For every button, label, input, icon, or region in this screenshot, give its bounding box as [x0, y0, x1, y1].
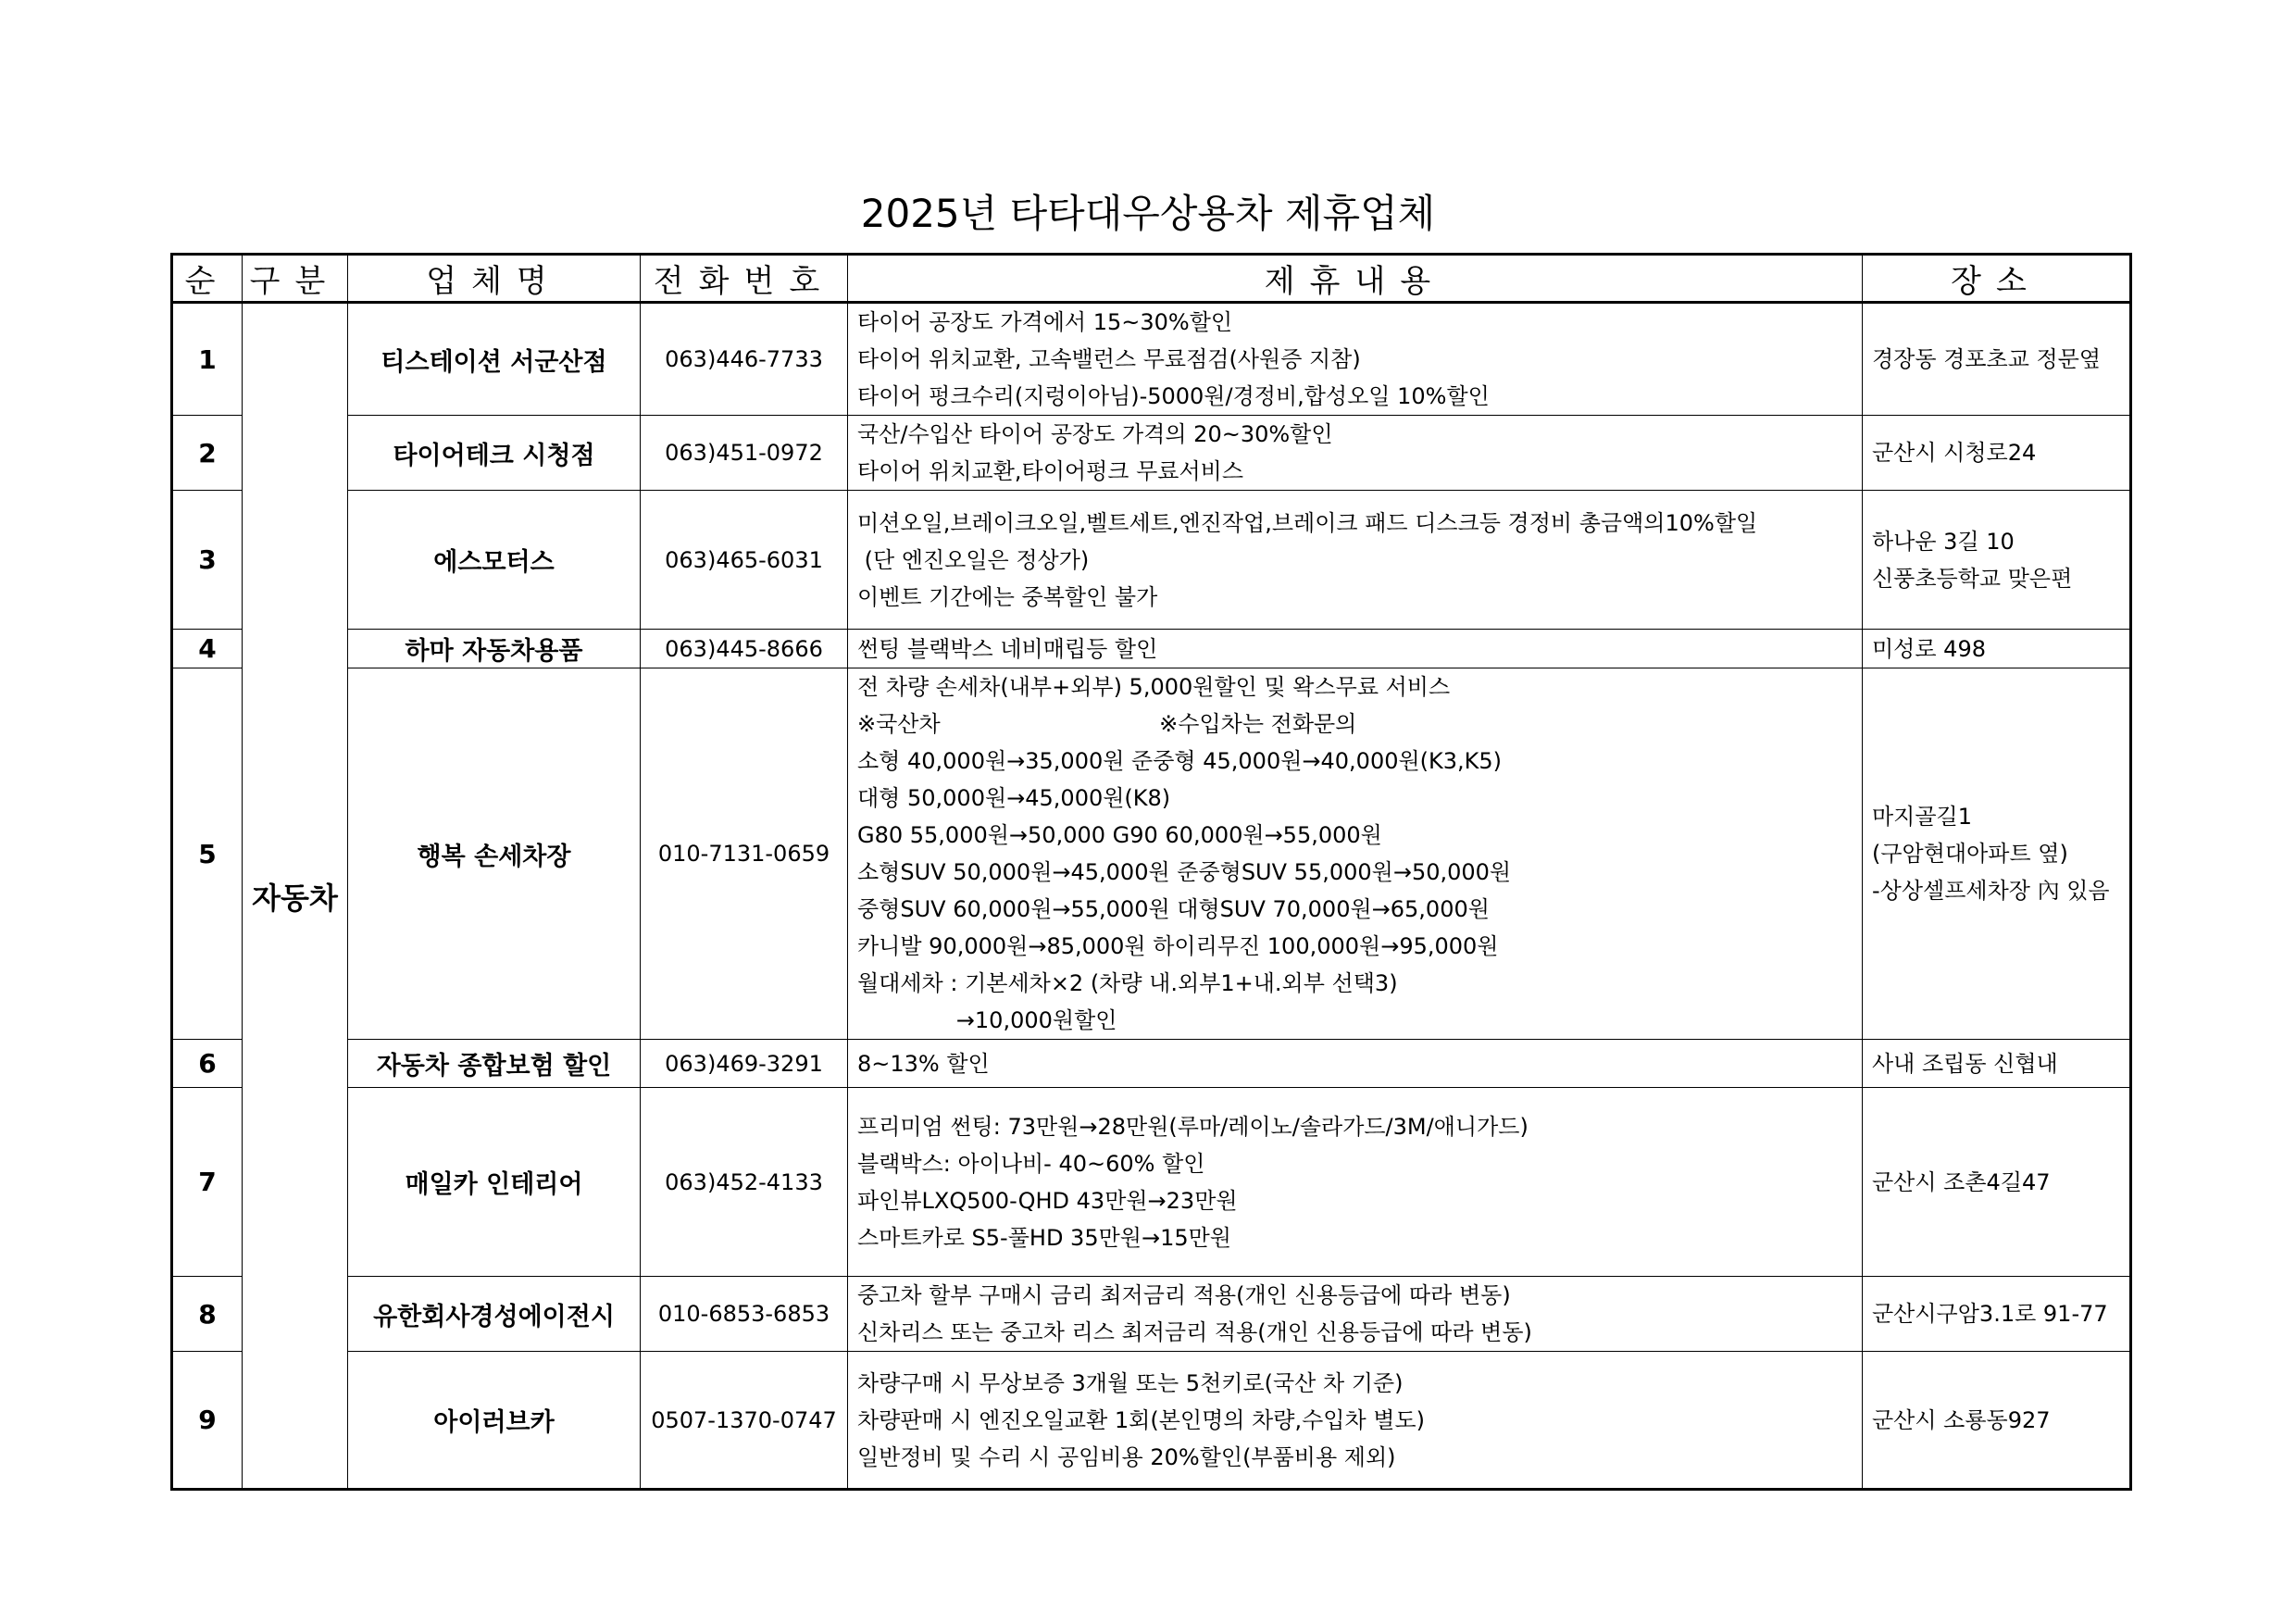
benefit-line: 중고차 할부 구매시 금리 최저금리 적용(개인 신용등급에 따라 변동): [857, 1282, 1511, 1308]
benefit-line: 타이어 펑크수리(지렁이아님)-5000원/경정비,합성오일 10%할인: [857, 383, 1490, 409]
benefit-description: [848, 668, 1863, 1040]
location-cell: [1863, 1040, 2131, 1088]
company-name: 매일카 인테리어: [348, 1088, 641, 1277]
benefit-description: [848, 1277, 1863, 1352]
location-cell: [1863, 1352, 2131, 1490]
table-row: [172, 630, 2131, 668]
header-no: 순: [172, 255, 243, 303]
document-title: 2025년 타타대우상용차 제휴업체: [860, 191, 1436, 236]
header-company: 업체명: [348, 255, 641, 303]
company-name: 유한회사경성에이전시: [348, 1277, 641, 1352]
company-name: 행복 손세차장: [348, 668, 641, 1040]
benefit-line: 국산/수입산 타이어 공장도 가격의 20~30%할인: [857, 421, 1333, 447]
benefit-line: 이벤트 기간에는 중복할인 불가: [857, 583, 1158, 610]
table-row: [172, 416, 2131, 491]
location-line: 군산시 조촌4길47: [1872, 1168, 2051, 1195]
location-line: 군산시 시청로24: [1872, 440, 2037, 466]
header-location: 장소: [1863, 255, 2131, 303]
company-name: 자동차 종합보험 할인: [348, 1040, 641, 1088]
table-row: [172, 668, 2131, 1040]
benefit-description: [848, 630, 1863, 668]
company-name: 아이러브카: [348, 1352, 641, 1490]
location-cell: [1863, 1088, 2131, 1277]
row-number: 5: [172, 668, 243, 1040]
location-line: 마지골길1: [1872, 804, 1973, 830]
phone-number: 063)469-3291: [641, 1040, 848, 1088]
header-phone: 전화번호: [641, 255, 848, 303]
benefit-line: ※국산차 ※수입차는 전화문의: [857, 711, 1357, 737]
benefit-description: [848, 1352, 1863, 1490]
company-name: 타이어테크 시청점: [348, 416, 641, 491]
benefit-line: 신차리스 또는 중고차 리스 최저금리 적용(개인 신용등급에 따라 변동): [857, 1319, 1532, 1345]
phone-number: 063)465-6031: [641, 491, 848, 630]
phone-number: 063)446-7733: [641, 303, 848, 416]
location-line: (구암현대아파트 옆): [1872, 841, 2068, 867]
location-line: 군산시 소룡동927: [1872, 1406, 2051, 1433]
row-number: 9: [172, 1352, 243, 1490]
benefit-description: [848, 1088, 1863, 1277]
benefit-line: 스마트카로 S5-풀HD 35만원→15만원: [857, 1224, 1231, 1251]
row-number: 2: [172, 416, 243, 491]
location-line: 군산시구암3.1로 91-77: [1872, 1301, 2108, 1327]
location-cell: [1863, 668, 2131, 1040]
benefit-line: 대형 50,000원→45,000원(K8): [857, 785, 1171, 811]
location-cell: [1863, 491, 2131, 630]
header-row: [172, 255, 2131, 303]
phone-number: 010-7131-0659: [641, 668, 848, 1040]
benefit-description: [848, 491, 1863, 630]
location-cell: [1863, 416, 2131, 491]
benefit-line: →10,000원할인: [857, 1007, 1117, 1033]
benefit-line: G80 55,000원→50,000 G90 60,000원→55,000원: [857, 822, 1382, 848]
table-row: [172, 1088, 2131, 1277]
phone-number: 010-6853-6853: [641, 1277, 848, 1352]
benefit-line: 타이어 위치교환,타이어펑크 무료서비스: [857, 458, 1244, 484]
location-line: 사내 조립동 신협내: [1872, 1050, 2058, 1077]
row-number: 1: [172, 303, 243, 416]
location-line: 신풍초등학교 맞은편: [1872, 565, 2073, 592]
row-number: 3: [172, 491, 243, 630]
row-number: 6: [172, 1040, 243, 1088]
category-cell: 자동차: [243, 303, 348, 1490]
benefit-line: 8~13% 할인: [857, 1050, 990, 1077]
benefit-line: 카니발 90,000원→85,000원 하이리무진 100,000원→95,000원: [857, 933, 1499, 959]
benefit-line: 차량판매 시 엔진오일교환 1회(본인명의 차량,수입차 별도): [857, 1406, 1425, 1433]
row-number: 8: [172, 1277, 243, 1352]
company-name: 티스테이션 서군산점: [348, 303, 641, 416]
benefit-line: 전 차량 손세차(내부+외부) 5,000원할인 및 왁스무료 서비스: [857, 674, 1451, 700]
table-row: [172, 1040, 2131, 1088]
benefit-line: 월대세차 : 기본세차×2 (차량 내.외부1+내.외부 선택3): [857, 970, 1398, 996]
table-body: [172, 303, 2131, 1490]
benefit-line: (단 엔진오일은 정상가): [857, 546, 1090, 573]
benefit-description: [848, 416, 1863, 491]
location-cell: [1863, 303, 2131, 416]
benefit-line: 타이어 위치교환, 고속밸런스 무료점검(사원증 지참): [857, 346, 1361, 372]
benefit-line: 블랙박스: 아이나비- 40~60% 할인: [857, 1150, 1205, 1177]
benefit-line: 미션오일,브레이크오일,벨트세트,엔진작업,브레이크 패드 디스크등 경정비 총금액의10%할일: [857, 509, 1758, 536]
location-line: 미성로 498: [1872, 635, 1986, 662]
row-number: 4: [172, 630, 243, 668]
benefit-line: 썬팅 블랙박스 네비매립등 할인: [857, 635, 1158, 662]
table-row: [172, 1352, 2131, 1490]
benefit-line: 차량구매 시 무상보증 3개월 또는 5천키로(국산 차 기준): [857, 1369, 1404, 1396]
phone-number: 0507-1370-0747: [641, 1352, 848, 1490]
header-benefit: 제휴내용: [848, 255, 1863, 303]
header-category: 구분: [243, 255, 348, 303]
company-name: 하마 자동차용품: [348, 630, 641, 668]
phone-number: 063)451-0972: [641, 416, 848, 491]
benefit-line: 중형SUV 60,000원→55,000원 대형SUV 70,000원→65,000원: [857, 896, 1490, 922]
phone-number: 063)445-8666: [641, 630, 848, 668]
location-line: 하나운 3길 10: [1872, 528, 2015, 555]
location-line: 경장동 경포초교 정문옆: [1872, 346, 2102, 372]
benefit-line: 프리미엄 썬팅: 73만원→28만원(루마/레이노/솔라가드/3M/애니가드): [857, 1113, 1529, 1140]
benefit-line: 타이어 공장도 가격에서 15~30%할인: [857, 309, 1233, 335]
company-name: 에스모터스: [348, 491, 641, 630]
location-cell: [1863, 1277, 2131, 1352]
location-line: -상상셀프세차장 內 있음: [1872, 878, 2110, 904]
partner-table: [170, 253, 2132, 1491]
table-row: [172, 1277, 2131, 1352]
benefit-line: 소형 40,000원→35,000원 준중형 45,000원→40,000원(K3,K5): [857, 748, 1503, 774]
benefit-description: [848, 303, 1863, 416]
benefit-line: 일반정비 및 수리 시 공임비용 20%할인(부품비용 제외): [857, 1443, 1396, 1470]
row-number: 7: [172, 1088, 243, 1277]
benefit-description: [848, 1040, 1863, 1088]
table-row: [172, 491, 2131, 630]
benefit-line: 파인뷰LXQ500-QHD 43만원→23만원: [857, 1187, 1238, 1214]
location-cell: [1863, 630, 2131, 668]
phone-number: 063)452-4133: [641, 1088, 848, 1277]
benefit-line: 소형SUV 50,000원→45,000원 준중형SUV 55,000원→50,000원: [857, 859, 1512, 885]
table-row: [172, 303, 2131, 416]
